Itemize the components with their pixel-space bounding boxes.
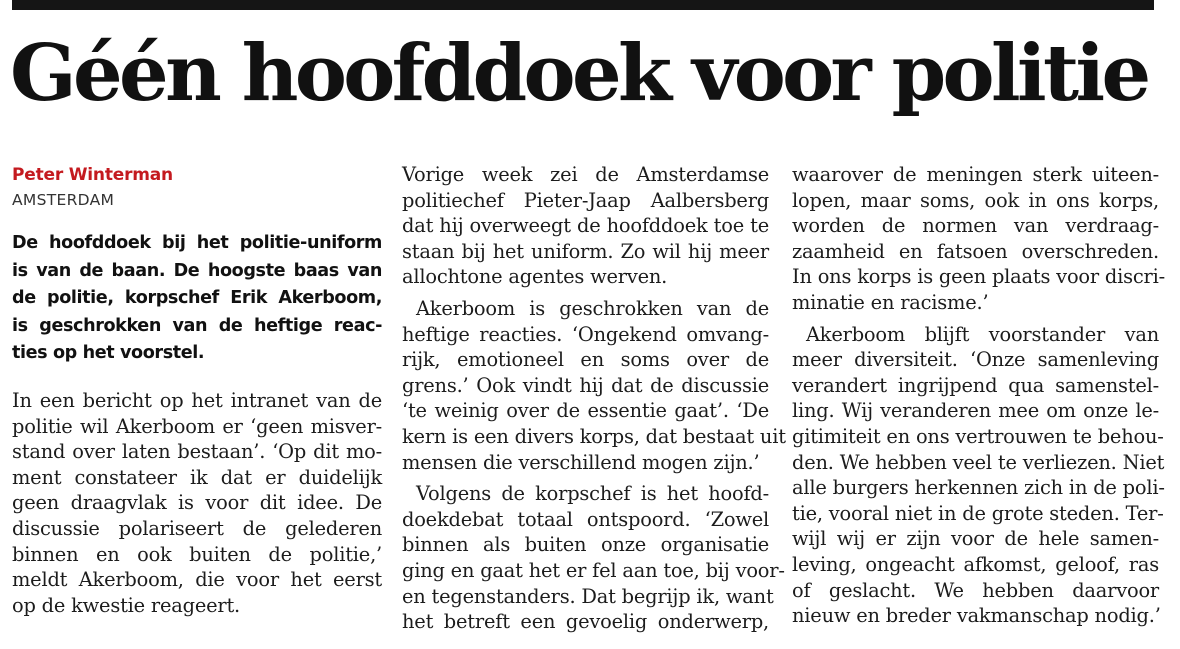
body-line: ‘te weinig over de essentie gaat’. ‘De <box>402 399 769 423</box>
body-line: tie, vooral niet in de grote steden. Ter- <box>792 501 1164 525</box>
body-line: binnen als buiten onze organisatie <box>402 533 769 557</box>
body-line: mensen die verschillend mogen zijn.’ <box>402 450 760 474</box>
body-line: politiechef Pieter-Jaap Aalbersberg <box>402 188 769 212</box>
body-line: wijl wij er zijn voor de hele samen- <box>792 527 1159 551</box>
body-line: den. We hebben veel te verliezen. Niet <box>792 450 1165 474</box>
body-line: meer diversiteit. ‘Onze samenleving <box>792 348 1159 372</box>
body-line: op de kwestie reageert. <box>12 593 241 617</box>
body-line: heftige reacties. ‘Ongekend omvang- <box>402 322 769 346</box>
body-line: dat hij overweegt de hoofddoek toe te <box>402 214 769 238</box>
lead-line: de politie, korpschef Erik Akerboom, <box>12 288 382 309</box>
body-line: en tegenstanders. Dat begrijp ik, want <box>402 584 774 608</box>
body-line: ment constateer ik dat er duidelijk <box>12 465 382 489</box>
body-line: leving, ongeacht afkomst, geloof, ras <box>792 552 1159 576</box>
body-line: waarover de meningen sterk uiteen- <box>792 163 1159 186</box>
body-line: stand over laten bestaan’. ‘Op dit mo- <box>12 440 382 464</box>
body-line: lopen, maar soms, ook in ons korps, <box>792 188 1159 212</box>
lead-paragraph <box>12 230 382 368</box>
body-line: Vorige week zei de Amsterdamse <box>402 163 769 186</box>
body-line: In ons korps is geen plaats voor discri- <box>792 265 1165 289</box>
body-line: Akerboom blijft voorstander van <box>806 322 1159 346</box>
body-line: geen draagvlak is voor dit idee. De <box>12 491 382 515</box>
dateline: AMSTERDAM <box>12 191 115 209</box>
top-rule <box>12 0 1154 10</box>
body-paragraph <box>402 162 769 290</box>
lead-line: ties op het voorstel. <box>12 343 205 364</box>
body-line: minatie en racisme.’ <box>792 290 989 314</box>
body-line: alle burgers herkennen zich in de poli- <box>792 476 1165 500</box>
body-paragraph <box>792 162 1165 316</box>
body-line: ging en gaat het er fel aan toe, bij voor- <box>402 558 785 582</box>
body-line: het betreft een gevoelig onderwerp, <box>402 610 769 634</box>
body-line: verandert ingrijpend qua samenstel- <box>792 373 1159 397</box>
column-1 <box>12 162 382 618</box>
lead-line: is van de baan. De hoogste baas van <box>12 260 382 281</box>
body-line: grens.’ Ook vindt hij dat de discussie <box>402 373 769 397</box>
body-line: politie wil Akerboom er ‘geen misver- <box>12 414 382 438</box>
body-line: kern is een divers korps, dat bestaat uit <box>402 424 786 448</box>
body-line: ling. Wij veranderen mee om onze le- <box>792 399 1159 423</box>
body-line: doekdebat totaal ontspoord. ‘Zowel <box>402 507 769 531</box>
body-paragraph <box>402 481 785 635</box>
column-3 <box>792 162 1165 629</box>
body-line: nieuw en breder vakmanschap nodig.’ <box>792 604 1161 628</box>
body-line: worden de normen van verdraag- <box>792 214 1159 238</box>
body-line: meldt Akerboom, die voor het eerst <box>12 568 382 592</box>
headline: Géén hoofddoek voor politie <box>10 28 1148 119</box>
body-line: Akerboom is geschrokken van de <box>416 296 769 320</box>
body-line: staan bij het uniform. Zo wil hij meer <box>402 239 769 263</box>
lead-line: is geschrokken van de heftige reac- <box>12 315 382 336</box>
body-line: discussie polariseert de gelederen <box>12 516 382 540</box>
body-line: gitimiteit en ons vertrouwen te behou- <box>792 424 1164 448</box>
body-line: of geslacht. We hebben daarvoor <box>792 578 1159 602</box>
author-byline: Peter Winterman <box>12 165 173 185</box>
body-line: Volgens de korpschef is het hoofd- <box>416 482 769 506</box>
body-line: rijk, emotioneel en soms over de <box>402 348 769 372</box>
body-line: allochtone agentes werven. <box>402 265 668 289</box>
body-line: In een bericht op het intranet van de <box>12 388 382 412</box>
body-paragraph <box>402 296 786 475</box>
column-2 <box>402 162 786 635</box>
lead-line: De hoofddoek bij het politie-uniform <box>12 233 382 253</box>
body-line: binnen en ook buiten de politie,’ <box>12 542 382 566</box>
body-line: zaamheid en fatsoen overschreden. <box>792 239 1159 263</box>
body-paragraph <box>12 388 382 618</box>
body-paragraph <box>792 322 1165 629</box>
